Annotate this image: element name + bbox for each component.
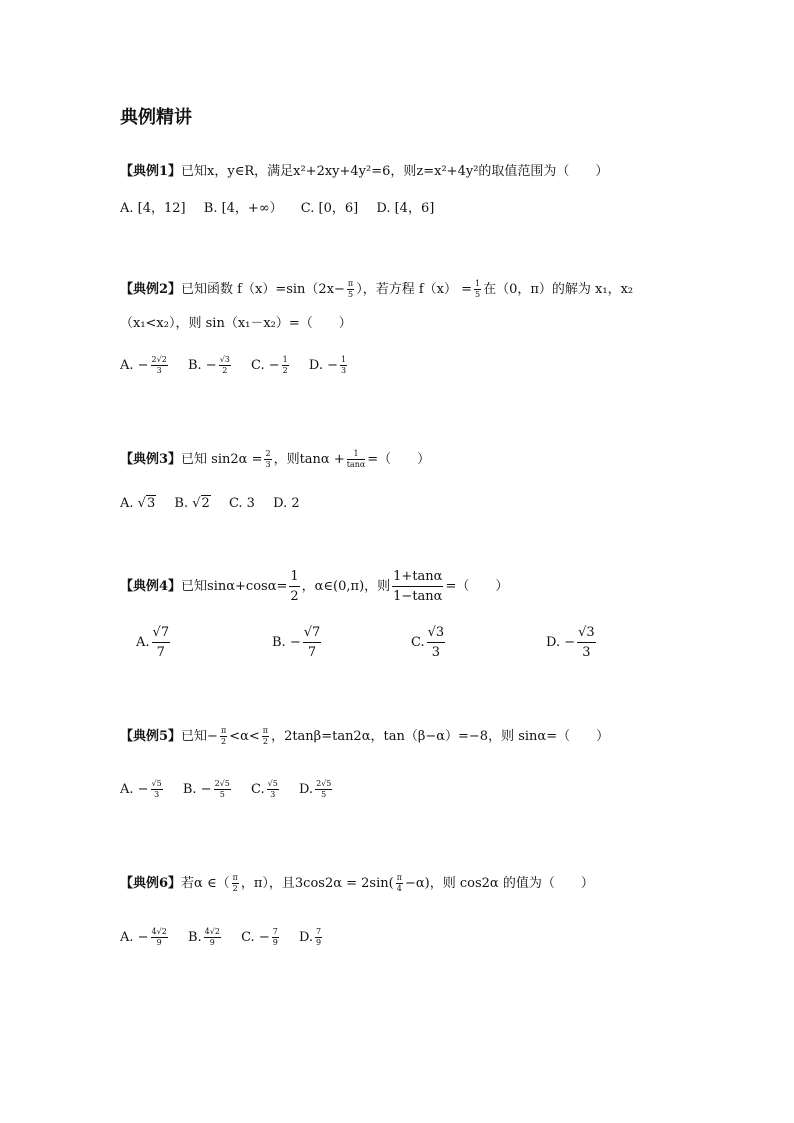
e4-option-d <box>546 626 598 659</box>
e4-text-a: 已知sinα+cosα= <box>181 579 288 594</box>
frac-den: 5 <box>321 790 327 799</box>
frac-den: 1−tanα <box>393 589 443 604</box>
example-1-text: 已知x，y∈R，满足x²+2xy+4y²=6，则z=x²+4y²的取值范围为（ ） <box>181 164 609 179</box>
frac-num: 7 <box>272 927 278 936</box>
frac-den: 9 <box>316 938 322 947</box>
frac-den: 4 <box>396 884 402 893</box>
frac-den: 2 <box>221 737 227 746</box>
opt-fraction <box>151 928 168 947</box>
e4-option-b <box>272 626 323 659</box>
opt-fraction <box>267 780 279 799</box>
frac-den: 2 <box>232 884 238 893</box>
opt-label: D. − <box>546 635 576 650</box>
opt-label: A. <box>136 635 150 650</box>
frac-num: √3 <box>427 626 446 643</box>
e6-option-a <box>120 928 170 947</box>
frac-num: 2√5 <box>214 779 230 788</box>
frac-num: 7 <box>316 927 322 936</box>
e1-option-b: B. [4，+∞） <box>203 201 283 216</box>
opt-label: A. − <box>120 782 149 797</box>
e6-option-b <box>188 928 223 947</box>
opt-label: D. − <box>308 358 339 373</box>
example-6-tag: 【典例6】 <box>120 876 182 891</box>
frac-num: π <box>262 726 269 735</box>
e6-text-a: 若α ∈（ <box>181 876 230 891</box>
frac-num: 4√2 <box>151 927 167 936</box>
opt-fraction <box>282 356 289 375</box>
frac-num: π <box>220 726 227 735</box>
e3-option-d: D. 2 <box>273 496 300 511</box>
e6-fraction-pi-4 <box>396 874 403 893</box>
frac-num: π <box>347 279 354 288</box>
opt-label: B. <box>187 930 202 945</box>
example-3-tag: 【典例3】 <box>120 452 182 467</box>
example-6-options <box>120 928 338 947</box>
example-1-options <box>120 197 448 216</box>
e2-option-d <box>309 356 349 375</box>
frac-num: 1 <box>282 355 288 364</box>
example-5-options <box>120 780 348 799</box>
e2-option-c <box>251 356 291 375</box>
opt-fraction <box>577 626 596 659</box>
e5-text-b: <α< <box>229 729 260 744</box>
opt-fraction <box>151 356 168 375</box>
e4-text-c: =（ ） <box>445 579 509 594</box>
frac-den: 9 <box>272 938 278 947</box>
e6-text-c: −α)，则 cos2α 的值为（ ） <box>404 876 594 891</box>
e3-option-c: C. 3 <box>228 496 255 511</box>
frac-den: 3 <box>431 645 441 660</box>
e3-text-b: ，则tanα + <box>273 452 345 467</box>
e3-fraction-1-tan <box>347 450 366 469</box>
e4-option-a <box>136 626 172 659</box>
opt-label: B. − <box>187 358 217 373</box>
example-6-stem <box>120 872 594 893</box>
frac-den: 5 <box>348 290 354 299</box>
frac-num: √3 <box>577 626 596 643</box>
frac-den: 3 <box>341 366 347 375</box>
example-5-tag: 【典例5】 <box>120 729 182 744</box>
opt-fraction <box>219 356 231 375</box>
frac-den: 2 <box>222 366 228 375</box>
frac-num: 2√5 <box>316 779 332 788</box>
e2-text-c: 在（0，π）的解为 x₁，x₂ <box>483 282 634 297</box>
example-2-stem-line2: （x₁<x₂），则 sin（x₁－x₂）=（ ） <box>120 316 352 331</box>
e2-fraction-1-5 <box>474 280 481 299</box>
example-5-stem <box>120 725 609 746</box>
opt-fraction <box>151 780 163 799</box>
frac-num: 1+tanα <box>392 570 443 587</box>
e2-option-b <box>188 356 233 375</box>
example-4-tag: 【典例4】 <box>120 579 182 594</box>
e1-option-c: C. [0，6] <box>300 201 359 216</box>
example-3-options <box>120 496 314 511</box>
frac-den: tanα <box>346 460 366 469</box>
e6-text-b: ，π），且3cos2α = 2sin( <box>240 876 394 891</box>
e3-fraction-2-3 <box>264 450 271 469</box>
opt-fraction <box>152 626 171 659</box>
frac-den: 3 <box>270 790 276 799</box>
opt-fraction <box>340 356 347 375</box>
e5-fraction-pi-2b <box>262 727 269 746</box>
opt-fraction <box>315 928 322 947</box>
frac-num: π <box>232 873 238 882</box>
e5-option-d <box>299 780 334 799</box>
e3-option-a <box>120 496 156 511</box>
frac-num: 1 <box>475 279 481 288</box>
e5-option-a <box>120 780 165 799</box>
opt-label: D. <box>298 782 314 797</box>
opt-fraction <box>272 928 279 947</box>
e1-option-d: D. [4，6] <box>376 201 435 216</box>
opt-label: A. − <box>120 930 149 945</box>
example-1-tag: 【典例1】 <box>120 164 182 179</box>
frac-num: √5 <box>267 779 278 788</box>
example-4-stem <box>120 570 508 603</box>
sqrt-symbol: √2 <box>192 496 210 511</box>
opt-label: C. <box>251 782 265 797</box>
opt-label: B. − <box>272 635 301 650</box>
example-1-stem <box>120 160 608 179</box>
frac-den: 9 <box>209 938 215 947</box>
opt-label: D. <box>298 930 314 945</box>
frac-num: 1 <box>341 355 347 364</box>
radicand: 2 <box>201 496 210 511</box>
e3-text-c: =（ ） <box>367 452 431 467</box>
example-3-stem <box>120 448 430 469</box>
e2-option-a <box>120 356 170 375</box>
e4-fraction-1-2 <box>289 570 299 603</box>
e3-option-b <box>174 496 210 511</box>
frac-num: 2√2 <box>151 355 167 364</box>
opt-label: B. <box>174 496 189 511</box>
frac-den: 2 <box>290 589 299 604</box>
frac-num: 2 <box>265 449 271 458</box>
frac-num: 1 <box>289 570 299 587</box>
radicand: 3 <box>146 496 156 511</box>
example-2-stem <box>120 278 633 299</box>
opt-label: A. <box>120 496 134 511</box>
opt-fraction <box>214 780 231 799</box>
page-title: 典例精讲 <box>120 107 192 128</box>
e5-fraction-pi-2 <box>220 727 227 746</box>
example-2-tag: 【典例2】 <box>120 282 182 297</box>
opt-fraction <box>204 928 221 947</box>
e5-option-c <box>251 780 281 799</box>
frac-den: 3 <box>156 366 162 375</box>
example-2-options <box>120 356 363 375</box>
frac-den: 9 <box>156 938 162 947</box>
e6-option-d <box>299 928 324 947</box>
frac-num: √7 <box>152 626 171 643</box>
e6-option-c <box>241 928 281 947</box>
frac-den: 3 <box>154 790 160 799</box>
frac-den: 7 <box>307 645 317 660</box>
e2-text-a: 已知函数 f（x）=sin（2x− <box>181 282 345 297</box>
opt-fraction <box>303 626 322 659</box>
e6-fraction-pi-2 <box>232 874 239 893</box>
opt-label: B. − <box>182 782 212 797</box>
opt-label: C. − <box>251 358 280 373</box>
frac-den: 5 <box>475 290 481 299</box>
frac-num: π <box>396 873 402 882</box>
e2-fraction-pi-5 <box>347 280 354 299</box>
frac-num: √5 <box>151 779 162 788</box>
e4-text-b: ，α∈(0,π)，则 <box>301 579 391 594</box>
frac-den: 3 <box>582 645 591 660</box>
frac-den: 3 <box>265 460 271 469</box>
frac-num: √7 <box>303 626 322 643</box>
opt-label: C. − <box>241 930 270 945</box>
frac-num: √3 <box>219 355 230 364</box>
frac-num: 1 <box>347 450 366 460</box>
frac-num: 4√2 <box>204 927 220 936</box>
frac-den: 5 <box>219 790 225 799</box>
frac-den: 7 <box>156 645 165 660</box>
e4-option-c <box>411 626 447 659</box>
e4-fraction-tan <box>392 570 443 603</box>
frac-den: 2 <box>282 366 288 375</box>
e1-option-a: A. [4，12] <box>120 201 186 216</box>
opt-fraction <box>427 626 446 659</box>
sqrt-symbol: √3 <box>137 496 156 511</box>
e5-text-a: 已知− <box>181 729 218 744</box>
e2-text-b: ），若方程 f（x） = <box>356 282 472 297</box>
frac-den: 2 <box>262 737 268 746</box>
opt-label: C. <box>411 635 425 650</box>
e3-text-a: 已知 sin2α = <box>181 452 263 467</box>
e5-text-c: ，2tanβ=tan2α，tan（β−α）=−8，则 sinα=（ ） <box>271 729 610 744</box>
e5-option-b <box>183 780 233 799</box>
opt-label: A. − <box>120 358 149 373</box>
opt-fraction <box>315 780 332 799</box>
